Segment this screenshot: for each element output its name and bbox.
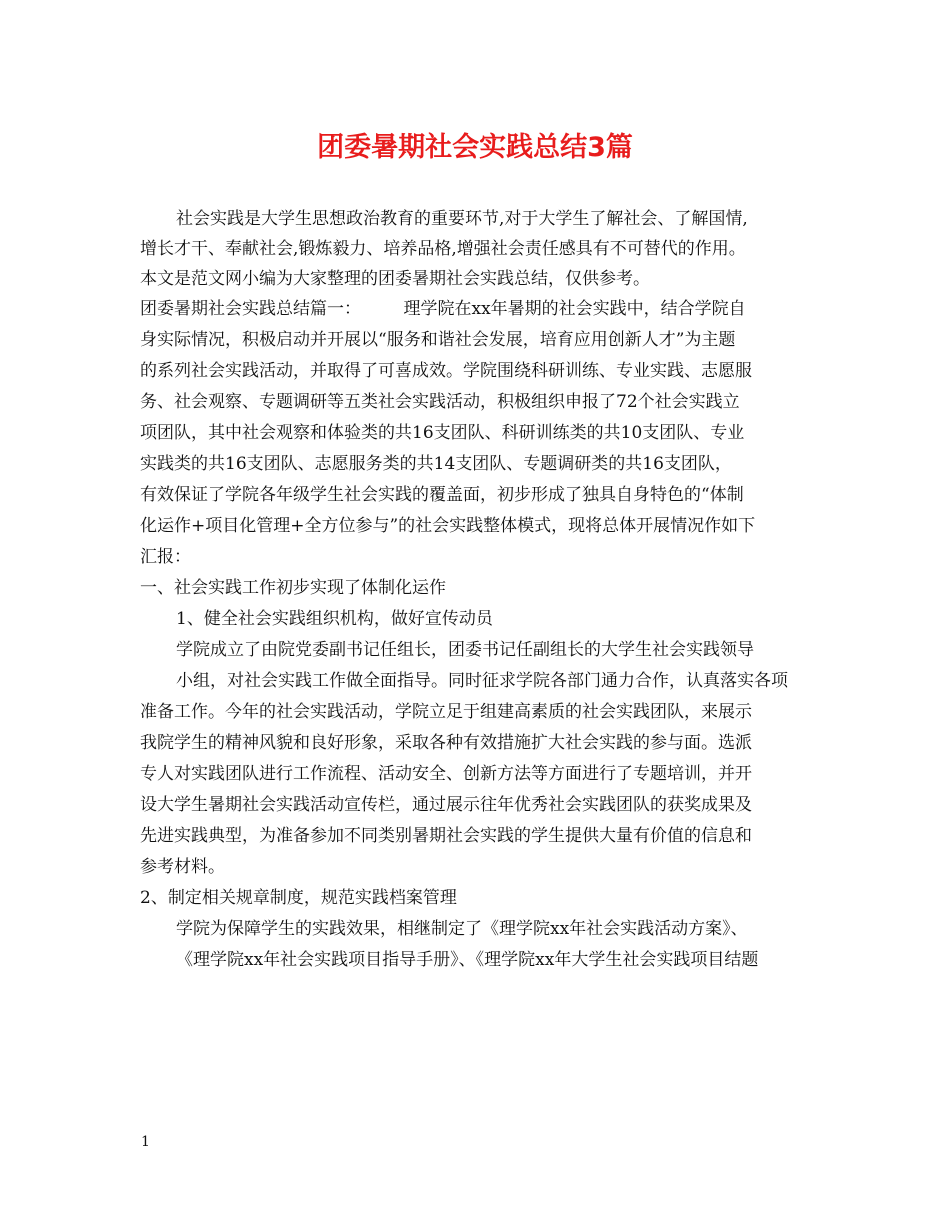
- body-line: 有效保证了学院各年级学生社会实践的覆盖面，初步形成了独具自身特色的“体制: [140, 485, 744, 505]
- subheading-line: 学院为保障学生的实践效果，相继制定了《理学院xx年社会实践活动方案》、: [176, 919, 748, 939]
- body-line: 化运作+项目化管理+全方位参与”的社会实践整体模式，现将总体开展情况作如下: [140, 516, 756, 536]
- body-line: 《理学院xx年社会实践项目指导手册》、《理学院xx年大学生社会实践项目结题: [176, 950, 759, 970]
- body-line: 2、制定相关规章制度，规范实践档案管理: [140, 888, 457, 908]
- body-line: 参考材料。: [140, 857, 225, 877]
- section-heading-line: 团委暑期社会实践总结篇一： 理学院在xx年暑期的社会实践中，结合学院自: [140, 299, 746, 319]
- body-line: 专人对实践团队进行工作流程、活动安全、创新方法等方面进行了专题培训，并开: [140, 764, 752, 784]
- page-title: 团委暑期社会实践总结3篇: [317, 132, 633, 163]
- page-number: 1: [141, 1134, 150, 1150]
- body-line: 准备工作。今年的社会实践活动，学院立足于组建高素质的社会实践团队，来展示: [140, 702, 752, 722]
- subheading-line: 1、健全社会实践组织机构，做好宣传动员: [176, 609, 493, 629]
- body-line: 先进实践典型，为准备参加不同类别暑期社会实践的学生提供大量有价值的信息和: [140, 826, 752, 846]
- subheading-line: 学院成立了由院党委副书记任组长，团委书记任副组长的大学生社会实践领导: [176, 640, 754, 660]
- body-line: 设大学生暑期社会实践活动宣传栏，通过展示往年优秀社会实践团队的获奖成果及: [140, 795, 752, 815]
- body-line: 小组，对社会实践工作做全面指导。同时征求学院各部门通力合作，认真落实各项: [176, 671, 788, 691]
- body-line: 社会实践是大学生思想政治教育的重要环节,对于大学生了解社会、了解国情,: [176, 209, 748, 229]
- body-line: 汇报：: [140, 547, 191, 567]
- body-line: 实践类的共16支团队、志愿服务类的共14支团队、专题调研类的共16支团队，: [140, 454, 732, 474]
- body-line: 项团队，其中社会观察和体验类的共16支团队、科研训练类的共10支团队、专业: [140, 423, 745, 443]
- body-line: 务、社会观察、专题调研等五类社会实践活动，积极组织申报了72个社会实践立: [140, 392, 740, 412]
- body-line: 我院学生的精神风貌和良好形象，采取各种有效措施扩大社会实践的参与面。选派: [140, 733, 752, 753]
- body-line: 本文是范文网小编为大家整理的团委暑期社会实践总结，仅供参考。: [140, 269, 650, 289]
- body-line: 的系列社会实践活动，并取得了可喜成效。学院围绕科研训练、专业实践、志愿服: [140, 361, 752, 381]
- body-line: 增长才干、奉献社会,锻炼毅力、培养品格,增强社会责任感具有不可替代的作用。: [140, 239, 746, 259]
- body-line: 身实际情况，积极启动并开展以“服务和谐社会发展，培育应用创新人才”为主题: [140, 330, 736, 350]
- body-line: 一、社会实践工作初步实现了体制化运作: [140, 578, 446, 598]
